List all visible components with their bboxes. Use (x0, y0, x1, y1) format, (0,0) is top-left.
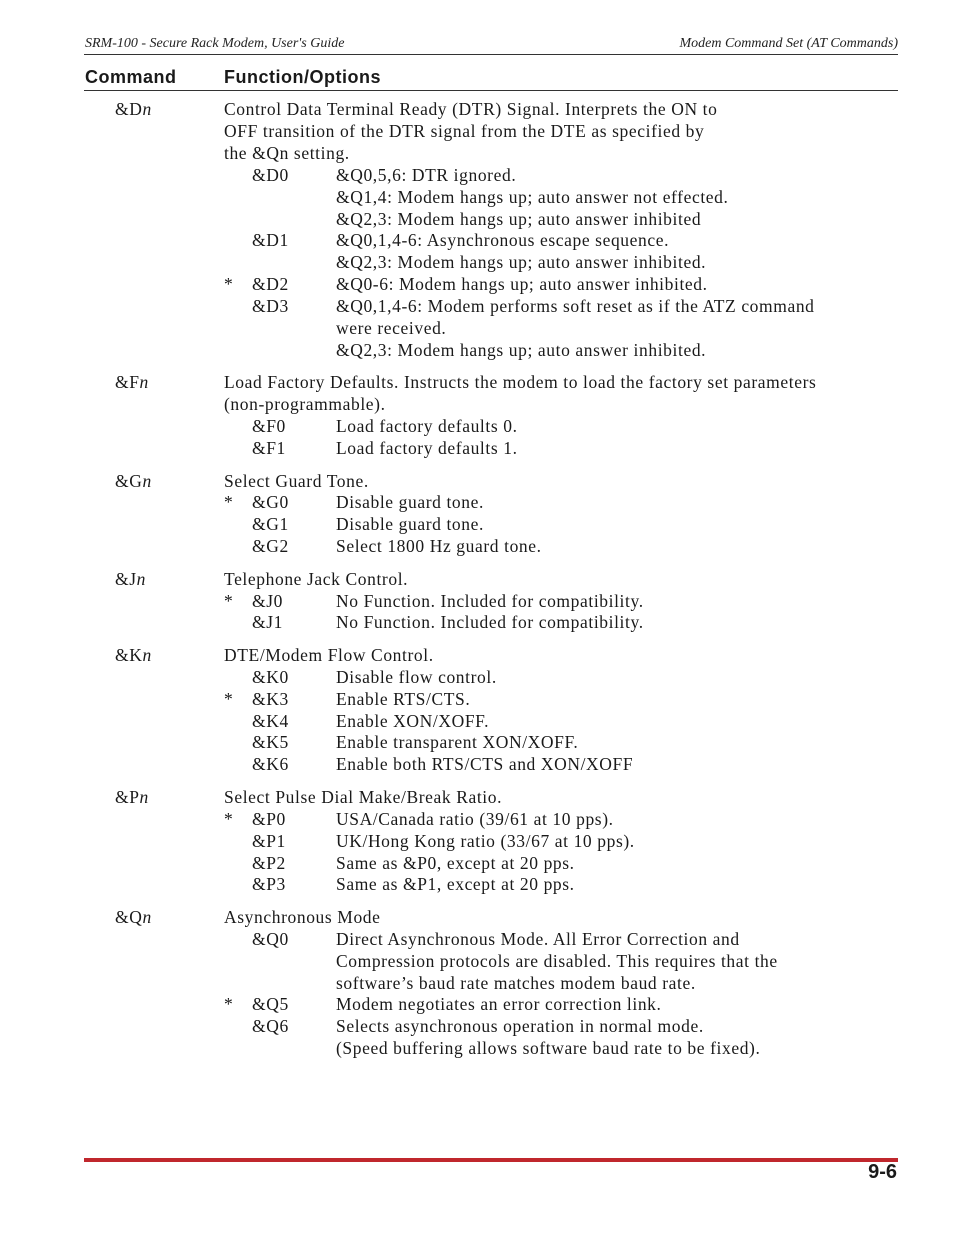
option-text: Disable guard tone. (336, 492, 484, 513)
option-row (0, 754, 954, 776)
command-prefix: &P (115, 786, 140, 807)
option-text: Enable RTS/CTS. (336, 688, 471, 709)
option-code: &J0 (252, 590, 283, 611)
option-text: Same as &P1, except at 20 pps. (336, 874, 575, 895)
command-name (115, 787, 149, 809)
default-marker: * (224, 590, 234, 611)
default-marker: * (224, 492, 234, 513)
option-text: No Function. Included for compatibility. (336, 612, 644, 633)
header-document-title: SRM-100 - Secure Rack Modem, User's Guide (85, 36, 345, 51)
option-row (0, 929, 954, 995)
option-code: &K6 (252, 754, 289, 775)
option-row (0, 296, 954, 362)
command-description: Load Factory Defaults. Instructs the modem to load the factory set parameters (non-programmable). (224, 372, 817, 415)
command-list (0, 99, 954, 1071)
option-code: &Q0 (252, 928, 289, 949)
command-parameter: n (136, 568, 146, 589)
command-entry (0, 471, 954, 559)
option-code: &J1 (252, 612, 283, 633)
command-prefix: &G (115, 470, 143, 491)
option-code: &Q5 (252, 994, 289, 1015)
option-text: Modem negotiates an error correction link. (336, 994, 662, 1015)
command-parameter: n (139, 372, 149, 393)
option-text: &Q0,1,4-6: Modem performs soft reset as if the ATZ command were received. &Q2,3: Modem hangs up; auto answer inhibited. (336, 296, 815, 360)
default-marker: * (224, 808, 234, 829)
option-text: UK/Hong Kong ratio (33/67 at 10 pps). (336, 830, 635, 851)
command-parameter: n (142, 906, 152, 927)
page-number: 9-6 (868, 1161, 897, 1183)
command-name (115, 645, 152, 667)
command-description: Select Guard Tone. (224, 470, 369, 491)
option-code: &G1 (252, 514, 289, 535)
option-code: &K4 (252, 710, 289, 731)
command-prefix: &K (115, 644, 143, 665)
option-code: &K3 (252, 688, 289, 709)
option-row (0, 514, 954, 536)
option-text: Same as &P0, except at 20 pps. (336, 852, 575, 873)
option-text: Selects asynchronous operation in normal mode. (Speed buffering allows software baud rate to be fixed). (336, 1016, 761, 1059)
option-code: &G2 (252, 536, 289, 557)
header-rule (84, 54, 898, 55)
option-row (0, 274, 954, 296)
default-marker: * (224, 994, 234, 1015)
command-description: Asynchronous Mode (224, 906, 381, 927)
option-row (0, 809, 954, 831)
option-text: Enable transparent XON/XOFF. (336, 732, 579, 753)
option-row (0, 853, 954, 875)
header-section-title: Modem Command Set (AT Commands) (679, 36, 898, 51)
option-row (0, 1016, 954, 1060)
option-row (0, 667, 954, 689)
command-entry (0, 907, 954, 1060)
option-code: &P1 (252, 830, 286, 851)
option-text: Enable both RTS/CTS and XON/XOFF (336, 754, 634, 775)
option-text: Load factory defaults 0. (336, 416, 518, 437)
column-header-function: Function/Options (224, 67, 381, 87)
option-code: &P2 (252, 852, 286, 873)
command-entry (0, 569, 954, 635)
command-parameter: n (139, 786, 149, 807)
footer-rule (84, 1158, 898, 1162)
option-row (0, 831, 954, 853)
default-marker: * (224, 274, 234, 295)
option-row (0, 591, 954, 613)
command-entry (0, 787, 954, 897)
option-row (0, 536, 954, 558)
command-entry (0, 99, 954, 362)
option-code: &P0 (252, 808, 286, 829)
option-text: Disable guard tone. (336, 514, 484, 535)
option-row (0, 732, 954, 754)
option-code: &K0 (252, 666, 289, 687)
command-name (115, 569, 146, 591)
command-prefix: &F (115, 372, 140, 393)
option-row (0, 165, 954, 231)
option-code: &D0 (252, 164, 289, 185)
option-row (0, 438, 954, 460)
option-code: &Q6 (252, 1016, 289, 1037)
option-text: Select 1800 Hz guard tone. (336, 536, 542, 557)
column-header-command: Command (85, 67, 177, 87)
command-prefix: &J (115, 568, 137, 589)
command-name (115, 907, 152, 929)
command-name (115, 99, 152, 121)
command-description: Select Pulse Dial Make/Break Ratio. (224, 786, 503, 807)
option-row (0, 711, 954, 733)
option-text: Disable flow control. (336, 666, 497, 687)
option-code: &K5 (252, 732, 289, 753)
option-text: Enable XON/XOFF. (336, 710, 490, 731)
option-code: &F0 (252, 416, 286, 437)
option-text: Direct Asynchronous Mode. All Error Correction and Compression protocols are disabled. This requires that the software’s baud rate matches modem baud rate. (336, 928, 778, 993)
option-row (0, 612, 954, 634)
command-parameter: n (142, 99, 152, 119)
option-text: &Q0,5,6: DTR ignored. &Q1,4: Modem hangs up; auto answer not effected. &Q2,3: Modem hangs up; auto answer inhibited (336, 164, 729, 229)
column-header-rule (84, 90, 898, 91)
option-text: &Q0-6: Modem hangs up; auto answer inhibited. (336, 274, 708, 295)
option-text: No Function. Included for compatibility. (336, 590, 644, 611)
option-code: &F1 (252, 438, 286, 459)
command-prefix: &D (115, 99, 143, 119)
option-row (0, 874, 954, 896)
option-row (0, 689, 954, 711)
option-row (0, 994, 954, 1016)
command-parameter: n (142, 470, 152, 491)
command-description: Telephone Jack Control. (224, 568, 409, 589)
command-description: Control Data Terminal Ready (DTR) Signal. Interprets the ON to OFF transition of the DTR signal from the DTE as specified by the &Qn setting. (224, 99, 718, 163)
option-row (0, 416, 954, 438)
option-code: &D2 (252, 274, 289, 295)
command-name (115, 471, 152, 493)
command-entry (0, 372, 954, 460)
option-row (0, 492, 954, 514)
option-code: &G0 (252, 492, 289, 513)
command-parameter: n (142, 644, 152, 665)
option-row (0, 230, 954, 274)
option-code: &D3 (252, 296, 289, 317)
command-description: DTE/Modem Flow Control. (224, 644, 434, 665)
option-text: Load factory defaults 1. (336, 438, 518, 459)
command-entry (0, 645, 954, 776)
command-name (115, 372, 149, 394)
option-code: &P3 (252, 874, 286, 895)
command-prefix: &Q (115, 906, 143, 927)
default-marker: * (224, 688, 234, 709)
option-text: USA/Canada ratio (39/61 at 10 pps). (336, 808, 614, 829)
option-text: &Q0,1,4-6: Asynchronous escape sequence. &Q2,3: Modem hangs up; auto answer inhibited. (336, 230, 707, 273)
option-code: &D1 (252, 230, 289, 251)
